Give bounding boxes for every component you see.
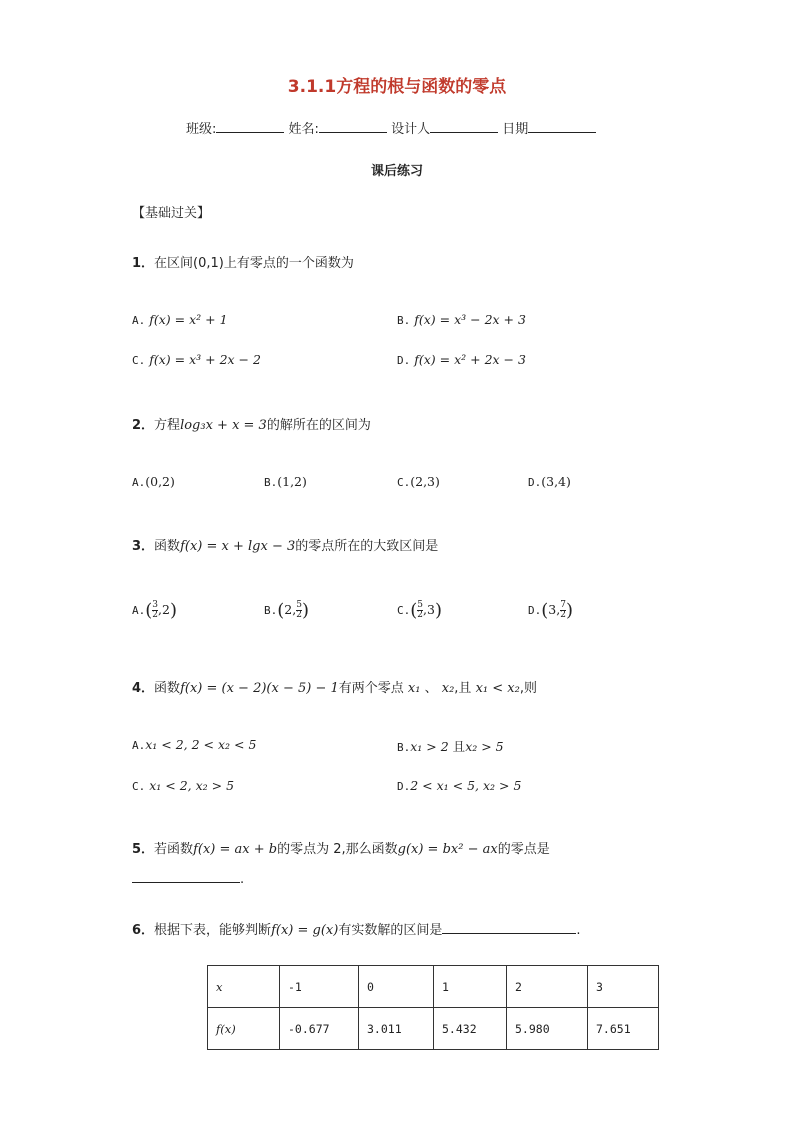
option-label: A. (132, 739, 146, 752)
table-cell: -0.677 (280, 1008, 359, 1050)
question-6 (132, 919, 580, 938)
option-and: 且 (452, 739, 466, 754)
option-expr: (2,3) (410, 474, 440, 489)
q3-expr: f(x) = x + lgx − 3 (180, 539, 296, 554)
q3-option-d[interactable]: D.(3, $\frac{7}{2}$ ) (528, 600, 573, 621)
fraction: $\frac{7}{2}$ (560, 600, 566, 620)
q3-option-a[interactable]: A.( $\frac{3}{2}$ ,2) (132, 600, 177, 621)
q5-expr1: f(x) = ax + b (193, 842, 278, 857)
q1-option-d[interactable] (397, 352, 526, 367)
table-cell: 7.651 (588, 1008, 659, 1050)
option-expr: f(x) = x² + 2x − 3 (414, 352, 526, 367)
table-cell: 5.980 (507, 1008, 588, 1050)
q5-expr2: g(x) = bx² − ax (397, 842, 498, 857)
answer-blank[interactable] (132, 870, 240, 883)
q4-x2: x₂ (441, 681, 455, 696)
option-expr: (1,2) (277, 474, 307, 489)
option-label: C. (132, 780, 146, 793)
option-expr: x₁ < 2, 2 < x₂ < 5 (145, 737, 257, 752)
option-expr: 2 < x₁ < 5, x₂ > 5 (410, 778, 522, 793)
subtitle: 课后练习 (370, 164, 423, 179)
q4-text-before: 函数 (154, 681, 181, 696)
table-cell: 2 (507, 966, 588, 1008)
table-cell: 0 (359, 966, 434, 1008)
info-line (186, 118, 596, 137)
name-blank[interactable] (319, 120, 387, 133)
option-expr: x₁ < 2, x₂ > 5 (149, 778, 235, 793)
q6-text-before: 根据下表，能够判断 (154, 923, 272, 938)
q4-option-b[interactable] (397, 737, 504, 755)
fraction: $\frac{5}{2}$ (296, 600, 302, 620)
q4-option-c[interactable] (132, 778, 234, 793)
q6-expr: f(x) = g(x) (271, 923, 339, 938)
table-cell: 3 (588, 966, 659, 1008)
table-cell: -1 (280, 966, 359, 1008)
option-label: B. (397, 314, 411, 327)
option-expr: x₁ > 2 (410, 739, 449, 754)
q2-option-c[interactable] (397, 474, 440, 489)
designer-blank[interactable] (430, 120, 498, 133)
option-expr: (0,2) (145, 474, 175, 489)
class-label: 班级: (186, 122, 217, 137)
q2-text-before: 方程 (154, 418, 181, 433)
section-heading: 【基础过关】 (132, 206, 211, 221)
answer-blank[interactable] (442, 921, 576, 934)
date-label: 日期 (502, 122, 529, 137)
name-label: 姓名: (288, 122, 319, 137)
q4-text-qie: ,且 (454, 681, 472, 696)
q6-number: 6． (132, 923, 155, 938)
q1-option-b[interactable] (397, 312, 526, 327)
option-label: D. (528, 604, 542, 617)
q5-answer-line[interactable] (132, 870, 244, 887)
q1-option-c[interactable] (132, 352, 261, 367)
q4-cond: x₁ < x₂ (475, 681, 520, 696)
q3-text-after: 的零点所在的大致区间是 (295, 539, 439, 554)
q5-end: . (240, 872, 245, 887)
q4-number: 4． (132, 681, 155, 696)
class-blank[interactable] (216, 120, 284, 133)
option-expr: f(x) = x² + 1 (149, 312, 228, 327)
option-label: B. (264, 476, 278, 489)
q4-expr: f(x) = (x − 2)(x − 5) − 1 (180, 681, 339, 696)
q5-text-after: 的零点是 (497, 842, 550, 857)
fraction: $\frac{5}{2}$ (417, 600, 424, 620)
q4-text-mid: 有两个零点 (338, 681, 404, 696)
q2-expr: log₃x + x = 3 (180, 418, 267, 433)
q5-number: 5． (132, 842, 155, 857)
table-cell: 5.432 (434, 1008, 507, 1050)
q2-text-after: 的解所在的区间为 (266, 418, 371, 433)
table-cell: 1 (434, 966, 507, 1008)
question-1 (132, 252, 354, 271)
option-label: A. (132, 314, 146, 327)
q4-x1: x₁ (407, 681, 421, 696)
q1-option-a[interactable] (132, 312, 228, 327)
q1-text: 在区间(0,1)上有零点的一个函数为 (154, 256, 354, 271)
q3-option-c[interactable]: C.( $\frac{5}{2}$ ,3) (397, 600, 442, 621)
q5-text-mid: 的零点为 2,那么函数 (277, 842, 398, 857)
option-label: D. (397, 780, 411, 793)
option-label: D. (397, 354, 411, 367)
q2-option-a[interactable] (132, 474, 175, 489)
option-label: C. (397, 604, 411, 617)
page-title: 3.1.1方程的根与函数的零点 (287, 77, 507, 97)
question-2 (132, 414, 371, 433)
designer-label: 设计人 (391, 122, 431, 137)
q6-end: . (576, 923, 581, 938)
q2-option-b[interactable] (264, 474, 307, 489)
option-expr: f(x) = x³ + 2x − 2 (149, 352, 261, 367)
option-label: D. (528, 476, 542, 489)
option-expr: x₂ > 5 (465, 739, 504, 754)
option-label: C. (132, 354, 146, 367)
table-cell: x (208, 966, 280, 1008)
date-blank[interactable] (528, 120, 596, 133)
question-3 (132, 535, 438, 554)
fraction: $\frac{3}{2}$ (152, 600, 159, 620)
q4-option-d[interactable] (397, 778, 521, 793)
question-4 (132, 677, 537, 696)
q1-number: 1． (132, 256, 155, 271)
table-row (208, 1008, 659, 1050)
q3-number: 3． (132, 539, 155, 554)
table-cell: 3.011 (359, 1008, 434, 1050)
option-label: A. (132, 476, 146, 489)
option-expr: f(x) = x³ − 2x + 3 (414, 312, 526, 327)
q2-option-d[interactable] (528, 474, 571, 489)
values-table (207, 965, 659, 1050)
option-expr: (3,4) (541, 474, 571, 489)
option-label: B. (397, 741, 411, 754)
q4-text-end: ,则 (519, 681, 537, 696)
option-label: C. (397, 476, 411, 489)
option-label: B. (264, 604, 278, 617)
q4-option-a[interactable] (132, 737, 256, 752)
q4-sep: 、 (424, 681, 438, 696)
q3-text-before: 函数 (154, 539, 181, 554)
q5-text-before: 若函数 (154, 842, 194, 857)
table-cell: f(x) (208, 1008, 280, 1050)
q2-number: 2． (132, 418, 155, 433)
q6-text-after: 有实数解的区间是 (338, 923, 443, 938)
q3-option-b[interactable]: B.(2, $\frac{5}{2}$ ) (264, 600, 309, 621)
question-5 (132, 838, 550, 857)
table-row (208, 966, 659, 1008)
option-label: A. (132, 604, 146, 617)
